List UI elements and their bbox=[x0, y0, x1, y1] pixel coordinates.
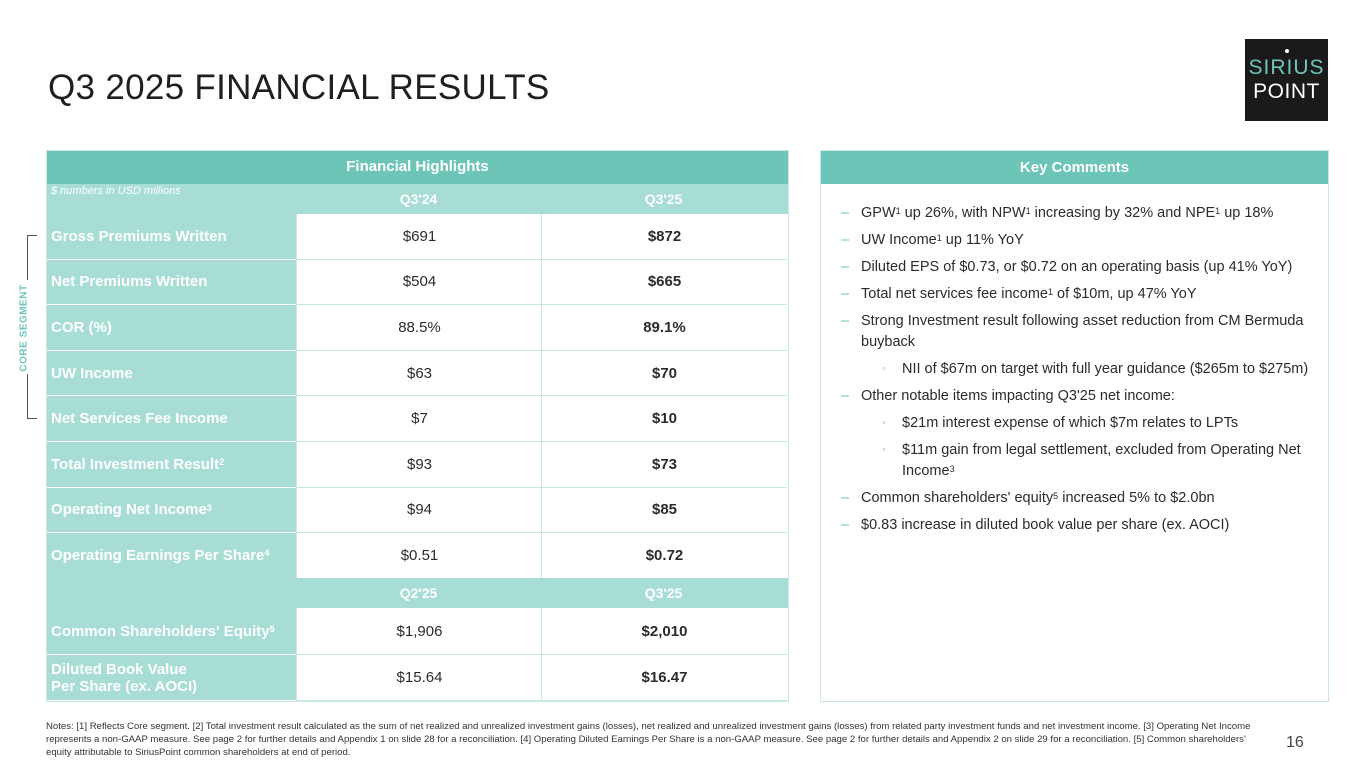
table-row bbox=[47, 214, 788, 260]
comment-item: – UW Income$^1$ up 11% YoY bbox=[841, 230, 1311, 251]
logo-line-2: POINT bbox=[1253, 80, 1320, 103]
comment-item: – Diluted EPS of $0.73, or $0.72 on an operating basis (up 41% YoY) bbox=[841, 257, 1311, 278]
financial-highlights-header: Financial Highlights bbox=[47, 151, 788, 184]
row-value-current: $872 bbox=[541, 214, 787, 260]
page-number: 16 bbox=[1286, 734, 1304, 751]
comment-item: – Other notable items impacting Q3'25 net income: bbox=[841, 386, 1311, 407]
table-row bbox=[47, 305, 788, 351]
period-col-q3-25-b: Q3'25 bbox=[644, 585, 683, 601]
row-value-prior: $63 bbox=[296, 351, 542, 397]
comment-item: – Strong Investment result following asset reduction from CM Bermuda buyback bbox=[841, 313, 1304, 350]
comment-item: – Common shareholders' equity$^5$ increased 5% to $2.0bn bbox=[841, 488, 1311, 509]
table-row bbox=[47, 396, 788, 442]
core-segment-label: CORE SEGMENT bbox=[18, 284, 30, 372]
logo-line-1: SIRIUS bbox=[1248, 56, 1325, 79]
row-value-current: $10 bbox=[541, 396, 787, 442]
units-note: $ numbers in USD millions bbox=[51, 185, 181, 197]
table-row-diluted-bvps bbox=[47, 655, 788, 701]
comment-subitem: ◦ NII of $67m on target with full year guidance ($265m to $275m) bbox=[841, 359, 1311, 380]
table-row-common-shareholders-equity bbox=[47, 608, 788, 655]
row-label: Diluted Book Value Per Share (ex. AOCI) bbox=[47, 655, 296, 701]
period-col-q3-25: Q3'25 bbox=[644, 191, 683, 207]
row-label: Common Shareholders' Equity $^5$ bbox=[47, 608, 296, 655]
row-label: Gross Premiums Written bbox=[47, 214, 296, 260]
row-value-prior: $94 bbox=[296, 488, 542, 534]
dash-bullet-icon: – bbox=[841, 232, 850, 248]
period-header-row-1 bbox=[47, 184, 788, 214]
row-value-prior: $691 bbox=[296, 214, 542, 260]
row-label: Net Services Fee Income bbox=[47, 396, 296, 442]
row-label: Total Investment Result $^2$ bbox=[47, 442, 296, 488]
key-comments-panel bbox=[820, 150, 1329, 702]
comment-item: – Total net services fee income$^1$ of $10m, up 47% YoY bbox=[841, 284, 1311, 305]
dash-bullet-icon: – bbox=[841, 490, 850, 506]
period-col-q3-24: Q3'24 bbox=[399, 191, 438, 207]
dash-bullet-icon: – bbox=[841, 313, 850, 329]
circle-bullet-icon: ◦ bbox=[882, 363, 886, 375]
page-title: Q3 2025 FINANCIAL RESULTS bbox=[48, 68, 550, 107]
period-col-q2-25: Q2'25 bbox=[399, 585, 438, 601]
row-value-current: $85 bbox=[541, 488, 787, 534]
core-segment-bracket-top bbox=[27, 235, 37, 280]
row-label: Net Premiums Written bbox=[47, 260, 296, 306]
table-row bbox=[47, 442, 788, 488]
row-value-prior: $7 bbox=[296, 396, 542, 442]
financial-highlights-table bbox=[46, 150, 789, 702]
row-value-current: $2,010 bbox=[541, 608, 787, 655]
row-value-current: $70 bbox=[541, 351, 787, 397]
dash-bullet-icon: – bbox=[841, 259, 850, 275]
row-label: Operating Net Income $^3$ bbox=[47, 488, 296, 534]
period-header-row-2 bbox=[47, 578, 788, 608]
footnotes: Notes: [1] Reflects Core segment. [2] Total investment result calculated as the sum of net realized and unrealized investment gains (losses), net realized and unrealized investment gains (losses) from related party investment funds and net investment income. [3] Operating Net Income represents a non-GAAP measure. See page 2 for further details and Appendix 1 on slide 28 for a reconciliation. [4] Operating Diluted Earnings Per Share is a non-GAAP measure. See page 2 for further details and Appendix 2 on slide 29 for a reconciliation. [5] Common shareholders' equity attributable to SiriusPoint common shareholders at end of period. bbox=[46, 721, 1251, 758]
row-label: UW Income bbox=[47, 351, 296, 397]
dash-bullet-icon: – bbox=[841, 517, 850, 533]
circle-bullet-icon: ◦ bbox=[882, 444, 886, 456]
table-row bbox=[47, 488, 788, 534]
dash-bullet-icon: – bbox=[841, 286, 850, 302]
table-row bbox=[47, 533, 788, 579]
row-label: Operating Earnings Per Share $^4$ bbox=[47, 533, 296, 579]
table-row bbox=[47, 351, 788, 397]
row-value-prior: 88.5% bbox=[296, 305, 542, 351]
core-segment-bracket-bottom bbox=[27, 374, 37, 419]
row-value-prior: $1,906 bbox=[296, 608, 542, 655]
comment-item: – GPW$^1$ up 26%, with NPW$^1$ increasing by 32% and NPE$^1$ up 18% bbox=[841, 203, 1311, 224]
row-value-current: $0.72 bbox=[541, 533, 787, 579]
row-value-prior: $93 bbox=[296, 442, 542, 488]
row-value-current: 89.1% bbox=[541, 305, 787, 351]
dash-bullet-icon: – bbox=[841, 388, 850, 404]
row-value-prior: $15.64 bbox=[296, 655, 542, 701]
row-value-prior: $504 bbox=[296, 260, 542, 306]
siriuspoint-logo bbox=[1245, 39, 1328, 121]
key-comments-list bbox=[841, 203, 1311, 542]
dash-bullet-icon: – bbox=[841, 205, 850, 221]
row-value-current: $16.47 bbox=[541, 655, 787, 701]
circle-bullet-icon: ◦ bbox=[882, 417, 886, 429]
row-value-current: $665 bbox=[541, 260, 787, 306]
row-value-prior: $0.51 bbox=[296, 533, 542, 579]
row-value-current: $73 bbox=[541, 442, 787, 488]
comment-subitem: ◦ $11m gain from legal settlement, excluded from Operating Net Income$^3$ bbox=[882, 442, 1301, 479]
comment-item: – $0.83 increase in diluted book value per share (ex. AOCI) bbox=[841, 515, 1311, 536]
table-row bbox=[47, 260, 788, 306]
key-comments-header: Key Comments bbox=[821, 151, 1328, 184]
row-label: COR (%) bbox=[47, 305, 296, 351]
logo-star-icon bbox=[1285, 49, 1289, 53]
comment-subitem: ◦ $21m interest expense of which $7m relates to LPTs bbox=[841, 413, 1311, 434]
